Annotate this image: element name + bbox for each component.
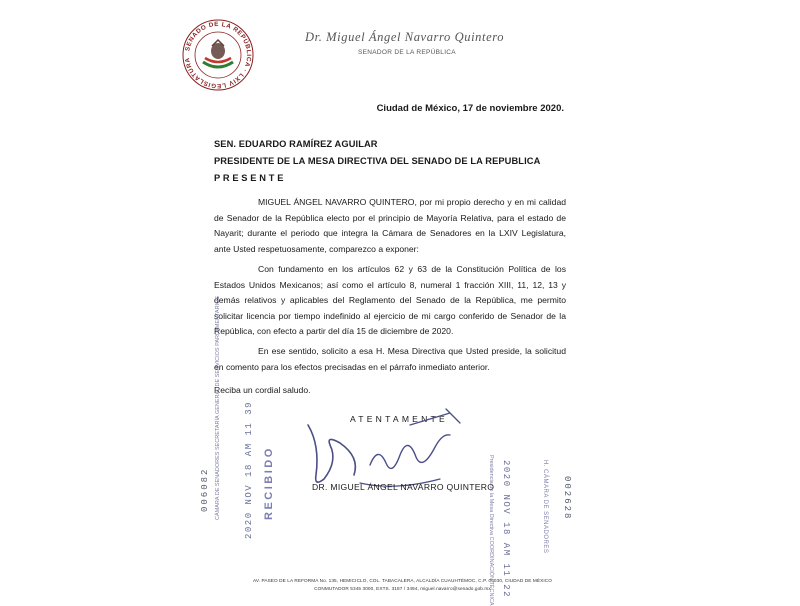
recipient-presente: P R E S E N T E	[214, 173, 284, 183]
date-line: Ciudad de México, 17 de noviembre 2020.	[376, 103, 564, 114]
atentamente-label: ATENTAMENTE	[350, 414, 448, 424]
chamber-stamp-right: H. CÁMARA DE SENADORES	[542, 460, 548, 554]
signer-name: DR. MIGUEL ÁNGEL NAVARRO QUINTERO	[312, 482, 495, 492]
closing-salutation: Reciba un cordial saludo.	[214, 385, 311, 395]
folio-stamp-right: 002628	[562, 476, 572, 521]
received-datetime-right: 2020 NOV 18 AM 11 22	[501, 460, 511, 599]
received-org-stamp-right: Presidencia de la Mesa Directiva COORDINACIÓN TÉCNICA	[488, 455, 494, 606]
received-datetime-left: 2020 NOV 18 AM 11 39	[244, 400, 254, 539]
body-paragraph-3: En ese sentido, solicito a esa H. Mesa Directiva que Usted preside, la solicitud en comento para los efectos precisadas en el párrafo inmediato anterior.	[214, 346, 566, 372]
received-org-stamp: CÁMARA DE SENADORES SECRETARÍA GENERAL DE SERVICIOS PARLAMENTARIOS	[215, 295, 221, 520]
recipient-name: SEN. EDUARDO RAMÍREZ AGUILAR	[214, 139, 378, 149]
footer-contact: CONMUTADOR 5345 3000, EXTS. 3187 / 3494, miguel.navarro@senado.gob.mx	[314, 586, 491, 591]
body-paragraph-1: MIGUEL ÁNGEL NAVARRO QUINTERO, por mi propio derecho y en mi calidad de Senador de la República electo por el principio de Mayoría Relativa, para el estado de Nayarit; durante el periodo que integra la Cámara de Senadores en la LXIV Legislatura, ante Usted respetuosamente, comparezco a exponer:	[214, 197, 566, 254]
letterhead-senator-name: Dr. Miguel Ángel Navarro Quintero	[305, 30, 505, 44]
letterhead-subtitle: SENADOR DE LA REPÚBLICA	[358, 49, 456, 56]
footer-address: AV. PASEO DE LA REFORMA No. 135, HEMICICLO, COL. TABACALERA, ALCALDÍA CUAUHTÉMOC, C.P. 06030, CIUDAD DE MÉXICO	[252, 578, 553, 583]
recipient-title: PRESIDENTE DE LA MESA DIRECTIVA DEL SENADO DE LA REPUBLICA	[214, 156, 541, 166]
received-label-stamp: RECIBIDO	[263, 446, 275, 520]
recipient-block	[214, 136, 540, 187]
senate-seal-icon	[181, 18, 255, 92]
folio-stamp-left: 006082	[200, 467, 210, 512]
seal-ring-text: SENADO DE LA REPÚBLICA · LXIV LEGISLATURA	[184, 20, 253, 90]
body-paragraph-2: Con fundamento en los artículos 62 y 63 de la Constitución Política de los Estados Unidos Mexicanos; así como el artículo 8, numeral 1 fracción XIII, 11, 12, 13 y demás relativos y aplicables del Reglamento del Senado de la República, me permito solicitar licencia por tiempo indefinido al ejercicio de mi cargo conferido de Senador de la República, con efecto a partir del día 15 de diciembre de 2020.	[214, 264, 566, 337]
